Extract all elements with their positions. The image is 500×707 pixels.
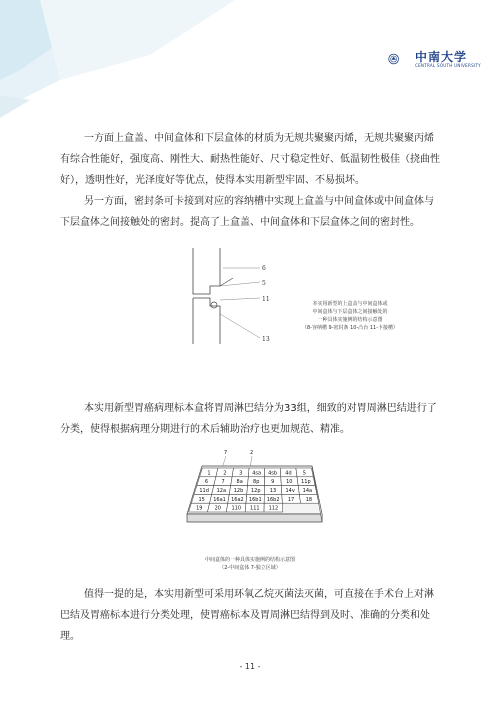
grid-cell-label: 110	[231, 505, 242, 512]
grid-cell-label: 112	[268, 505, 279, 512]
grid-cell-label: 11d	[199, 488, 209, 494]
grid-cell-label: 19	[196, 505, 203, 512]
grid-cell-label: 12p	[250, 488, 261, 494]
figure1-caption-line: 一种具体实施例的结构示意图	[317, 317, 383, 323]
grid-cell-label: 4d	[285, 470, 292, 477]
paragraph-material: 一方面上盒盖、中间盒体和下层盒体的材质为无规共聚聚丙烯，无规共聚聚丙烯有综合性能好，强度高、刚性大、耐热性能好、尺寸稳定性好、低温韧性极佳（挠曲性好），透明性好，光泽度好等优点，使得本实用新型牢固、不易损坏。	[60, 133, 440, 186]
grid-cell-label: 18	[305, 496, 313, 503]
grid-cell-label: 17	[287, 496, 295, 503]
grid-cell-label: 16a1	[213, 496, 226, 503]
grid-cell-label: 5	[302, 470, 306, 477]
grid-cell-label: 12b	[233, 488, 244, 494]
page-number: - 11 -	[239, 662, 261, 671]
paragraph-sterilization: 值得一提的是，本实用新型可采用环氧乙烷灭菌法灭菌，可直接在手术台上对淋巴结及胃癌标本进行分类处理，使胃癌标本及胃周淋巴结得到及时、准确的分类和处理。	[60, 589, 434, 642]
paragraph-seal: 另一方面，密封条可卡接到对应的容纳槽中实现上盒盖与中间盒体或中间盒体与下层盒体之间接触处的密封。提高了上盒盖、中间盒体和下层盒体之间的密封性。	[60, 196, 434, 228]
grid-cell-label: 8p	[253, 479, 260, 486]
grid-cell-label: 14v	[285, 488, 295, 494]
grid-cell-label: 16b2	[266, 496, 280, 503]
figure1-label-6: 6	[262, 265, 266, 272]
grid-cell-label: 14a	[302, 488, 313, 494]
grid-cell-label: 15	[198, 496, 205, 503]
grid-cell-label: 16a2	[231, 496, 244, 503]
grid-cell-label: 16b1	[248, 496, 262, 503]
figure1-label-5: 5	[262, 280, 266, 287]
grid-cell-label: 111	[250, 505, 260, 512]
grid-cell-label: 13	[269, 488, 277, 494]
figure1-label-13: 13	[262, 336, 270, 343]
figure1-caption-line: 本实用新型的上盒盖与中间盒体或	[312, 301, 388, 307]
figure2-caption-line: （2-中间盒体 7-独立区域）	[219, 565, 281, 571]
grid-cell-label: 11p	[301, 479, 311, 486]
grid-cell-label: 1	[207, 470, 211, 477]
figure1-caption	[290, 300, 410, 332]
university-emblem-icon	[388, 44, 418, 74]
logo-subtitle: CENTRAL SOUTH UNIVERSITY	[415, 63, 481, 68]
grid-cell-label: 7	[221, 479, 225, 486]
seal-structure-figure	[188, 246, 288, 346]
figure2-label-2: 2	[250, 450, 254, 456]
grid-cell-label: 3	[239, 470, 243, 477]
figure2-caption-line: 中间盒体的一种具体实施例的结构示意图	[204, 557, 295, 563]
grid-cell-label: 4sb	[268, 470, 278, 477]
paragraph-lymph-groups: 本实用新型胃癌病理标本盒将胃周淋巴结分为33组，细致的对胃周淋巴结进行了分类，使得根据病理分期进行的术后辅助治疗也更加规范、精准。	[60, 403, 437, 435]
figure1-caption-line: 中间盒体与下层盒体之间接触处的	[312, 309, 388, 315]
grid-cell-label: 20	[214, 505, 221, 512]
figure1-caption-line: （8-容纳槽 9-密封条 10-凸台 11-卡接槽）	[301, 325, 399, 331]
logo-title: 中南大学	[415, 50, 468, 64]
figure2-label-7: 7	[224, 450, 228, 456]
grid-cell-label: 9	[271, 479, 275, 486]
grid-cell-label: 4sa	[252, 470, 262, 477]
grid-cell-label: 6	[204, 479, 209, 486]
figure2-caption	[185, 556, 315, 572]
figure1-label-11: 11	[262, 296, 270, 303]
grid-cell-label: 2	[223, 470, 227, 477]
grid-cell-label: 12a	[216, 488, 227, 494]
box-grid-figure	[172, 446, 332, 546]
grid-cell-label: 8a	[236, 479, 243, 486]
grid-cell-label: 10	[286, 479, 293, 486]
